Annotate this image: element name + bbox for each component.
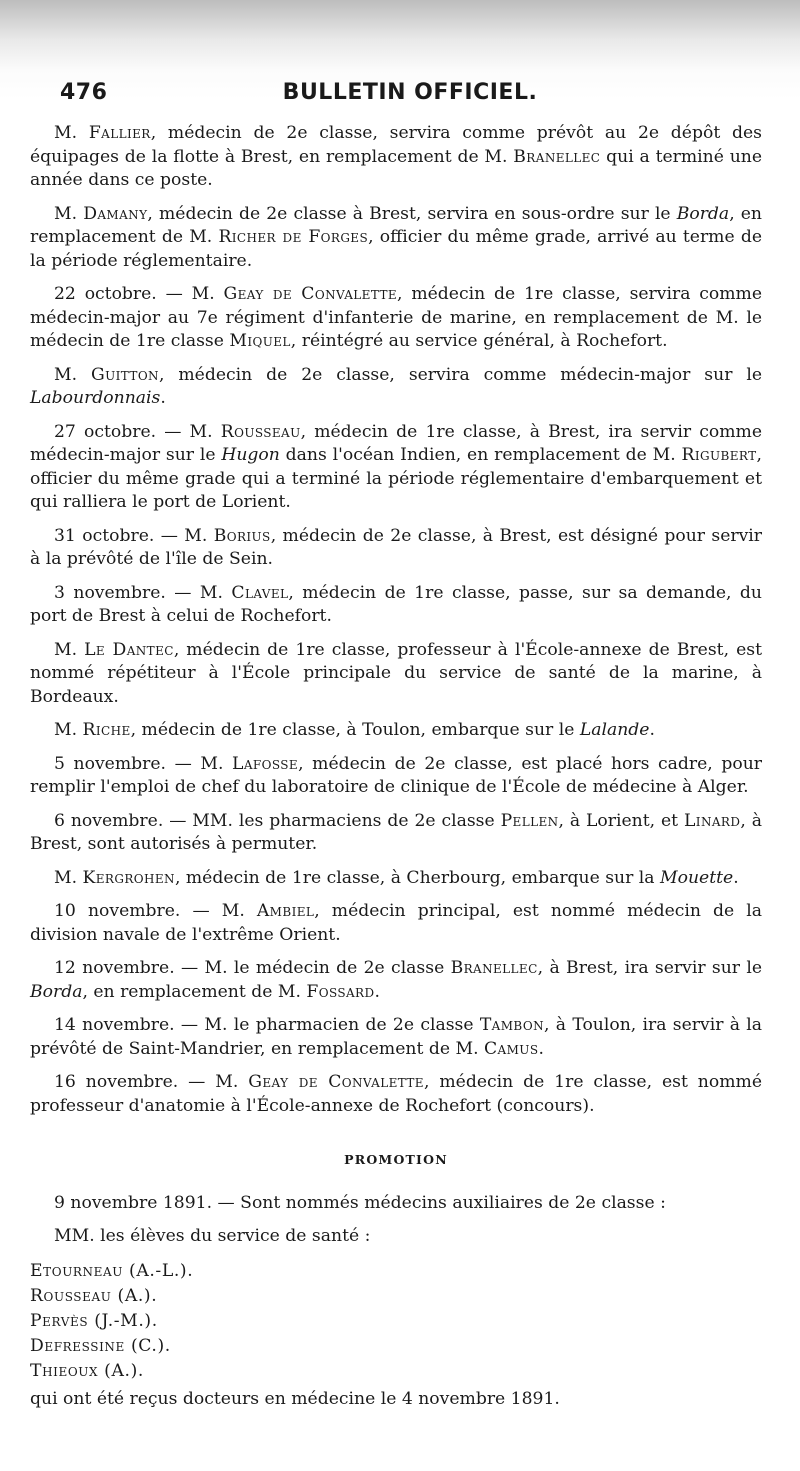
promotion-closing: qui ont été reçus docteurs en médecine le 4 novembre 1891. (30, 1388, 560, 1409)
student-entry: Thieoux (A.). (30, 1360, 144, 1381)
student-entry: Defressine (C.). (30, 1335, 171, 1356)
document-body (30, 122, 762, 1421)
entry-6-novembre: 6 novembre. — MM. les pharmaciens de 2e classe Pellen, à Lorient, et Linard, à Brest, sont autorisés à permuter. (30, 810, 762, 854)
entry-27-octobre: 27 octobre. — M. Rousseau, médecin de 1re classe, à Brest, ira servir comme médecin-major sur le Hugon dans l'océan Indien, en remplacement de M. Rigubert, officier du même grade qui a terminé la période réglementaire d'embarquement et qui ralliera le port de Lorient. (30, 421, 763, 512)
entry-14-novembre: 14 novembre. — M. le pharmacien de 2e classe Tambon, à Toulon, ira servir à la prévôté de Saint-Mandrier, en remplacement de M. Camus. (30, 1015, 762, 1059)
entry-le-dantec: M. Le Dantec, médecin de 1re classe, professeur à l'École-annexe de Brest, est nommé répétiteur à l'École principale du service de santé de la marine, à Bordeaux. (30, 639, 762, 707)
entry-12-novembre: 12 novembre. — M. le médecin de 2e classe Branellec, à Brest, ira servir sur le Borda, en remplacement de M. Fossard. (30, 958, 762, 1002)
entry-31-octobre: 31 octobre. — M. Borius, médecin de 2e classe, à Brest, est désigné pour servir à la prévôté de l'île de Sein. (30, 525, 762, 569)
student-entry: Etourneau (A.-L.). (30, 1260, 194, 1281)
entry-10-novembre: 10 novembre. — M. Ambiel, médecin principal, est nommé médecin de la division navale de l'extrême Orient. (30, 901, 762, 945)
page-header (60, 80, 760, 112)
entry-damany: M. Damany, médecin de 2e classe à Brest, servira en sous-ordre sur le Borda, en remplacement de M. Richer de Forges, officier du même grade, arrivé au terme de la période réglementaire. (30, 203, 763, 271)
entry-3-novembre: 3 novembre. — M. Clavel, médecin de 1re classe, passe, sur sa demande, du port de Brest à celui de Rochefort. (30, 582, 762, 626)
entry-5-novembre: 5 novembre. — M. Lafosse, médecin de 2e classe, est placé hors cadre, pour remplir l'emploi de chef du laboratoire de clinique de l'École de médecine à Alger. (30, 753, 762, 797)
promotion-subintro: MM. les élèves du service de santé : (54, 1226, 371, 1246)
entry-16-novembre: 16 novembre. — M. Geay de Convalette, médecin de 1re classe, est nommé professeur d'anatomie à l'École-annexe de Rochefort (concours). (30, 1072, 762, 1116)
promotion-intro: 9 novembre 1891. — Sont nommés médecins auxiliaires de 2e classe : (54, 1192, 666, 1213)
entry-guitton: M. Guitton, médecin de 2e classe, servira comme médecin-major sur le Labourdonnais. (30, 364, 763, 408)
entry-22-octobre: 22 octobre. — M. Geay de Convalette, médecin de 1re classe, servira comme médecin-major au 7e régiment d'infanterie de marine, en remplacement de M. le médecin de 1re classe Miquel, réintégré au service général, à Rochefort. (30, 284, 763, 351)
page-number: 476 (60, 80, 108, 105)
bulletin-title: BULLETIN OFFICIEL. (282, 80, 538, 105)
entry-riche: M. Riche, médecin de 1re classe, à Toulon, embarque sur le Lalande. (54, 720, 655, 740)
entry-fallier: M. Fallier, médecin de 2e classe, servira comme prévôt au 2e dépôt des équipages de la flotte à Brest, en remplacement de M. Branellec qui a terminé une année dans ce poste. (30, 123, 763, 190)
student-entry: Pervès (J.-M.). (30, 1310, 158, 1331)
entry-kergrohen: M. Kergrohen, médecin de 1re classe, à Cherbourg, embarque sur la Mouette. (54, 867, 739, 888)
student-list (30, 1259, 762, 1384)
student-entry: Rousseau (A.). (30, 1285, 158, 1306)
promotion-heading: PROMOTION (344, 1152, 448, 1167)
